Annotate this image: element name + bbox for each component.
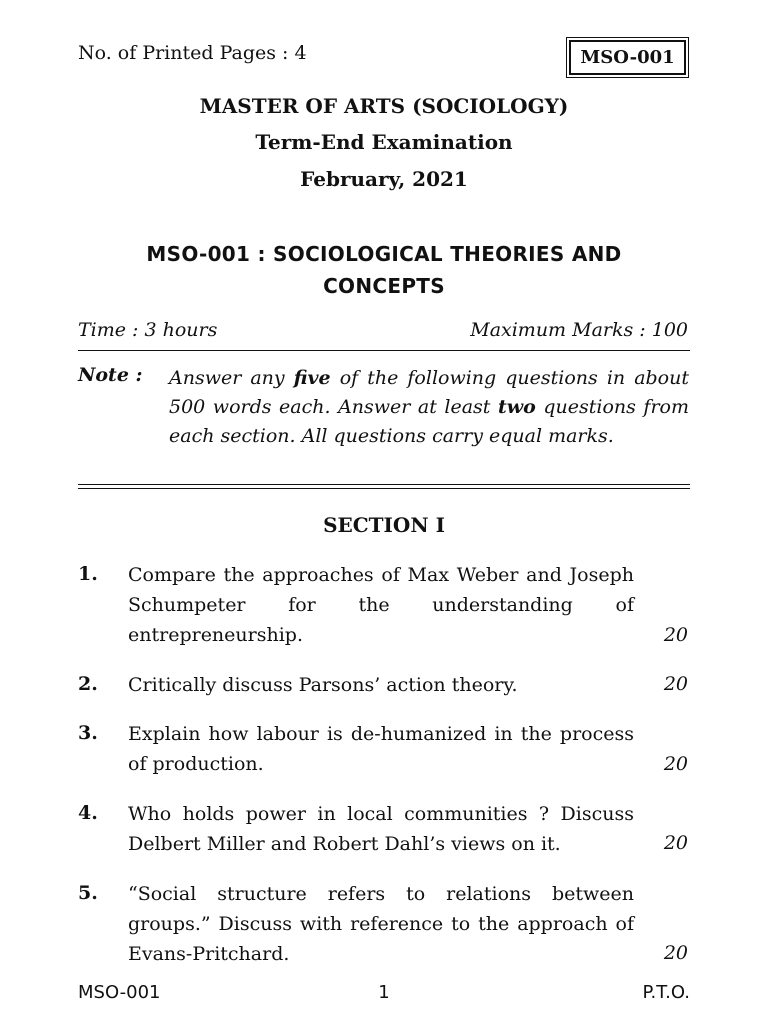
footer-course-code: MSO-001 bbox=[78, 982, 161, 1003]
exam-date: February, 2021 bbox=[300, 167, 468, 191]
question-marks: 20 bbox=[663, 624, 688, 646]
section-title: SECTION I bbox=[323, 513, 445, 537]
note-bold-two: two bbox=[498, 396, 536, 418]
divider bbox=[78, 350, 690, 351]
note-part1: Answer any bbox=[169, 367, 294, 389]
double-divider bbox=[78, 484, 690, 489]
footer-pto: P.T.O. bbox=[642, 982, 690, 1003]
note-label: Note : bbox=[78, 364, 143, 386]
question-number: 4. bbox=[78, 802, 98, 824]
exam-title: Term-End Examination bbox=[255, 130, 513, 154]
question-number: 5. bbox=[78, 882, 98, 904]
question-number: 3. bbox=[78, 722, 98, 744]
footer-page-number: 1 bbox=[378, 982, 390, 1003]
course-code-box: MSO-001 bbox=[569, 40, 686, 75]
course-title-line1: MSO-001 : SOCIOLOGICAL THEORIES AND bbox=[146, 242, 622, 266]
note-bold-five: five bbox=[293, 367, 331, 389]
question-text: Compare the approaches of Max Weber and Joseph Schumpeter for the understanding of entrepreneurship. bbox=[128, 564, 634, 646]
question-marks: 20 bbox=[663, 832, 688, 854]
program-title: MASTER OF ARTS (SOCIOLOGY) bbox=[199, 94, 569, 118]
time-allowed: Time : 3 hours bbox=[78, 319, 218, 341]
course-title-line2: CONCEPTS bbox=[323, 274, 445, 298]
question-text: “Social structure refers to relations between groups.” Discuss with reference to the approach of Evans-Pritchard. bbox=[128, 883, 634, 965]
question-text: Critically discuss Parsons’ action theory. bbox=[128, 674, 518, 696]
printed-pages: No. of Printed Pages : 4 bbox=[78, 42, 307, 64]
question-number: 2. bbox=[78, 673, 98, 695]
question-marks: 20 bbox=[663, 753, 688, 775]
maximum-marks: Maximum Marks : 100 bbox=[470, 319, 688, 341]
question-text: Who holds power in local communities ? Discuss Delbert Miller and Robert Dahl’s views on it. bbox=[128, 803, 634, 855]
question-marks: 20 bbox=[663, 673, 688, 695]
note-part2: of the following questions in about 500 words each. Answer at least bbox=[169, 367, 689, 418]
question-text: Explain how labour is de-humanized in the process of production. bbox=[128, 723, 634, 775]
question-number: 1. bbox=[78, 563, 98, 585]
note-part3: questions from each section. All questions carry equal marks. bbox=[169, 396, 689, 447]
question-marks: 20 bbox=[663, 942, 688, 964]
note-text bbox=[169, 364, 689, 451]
